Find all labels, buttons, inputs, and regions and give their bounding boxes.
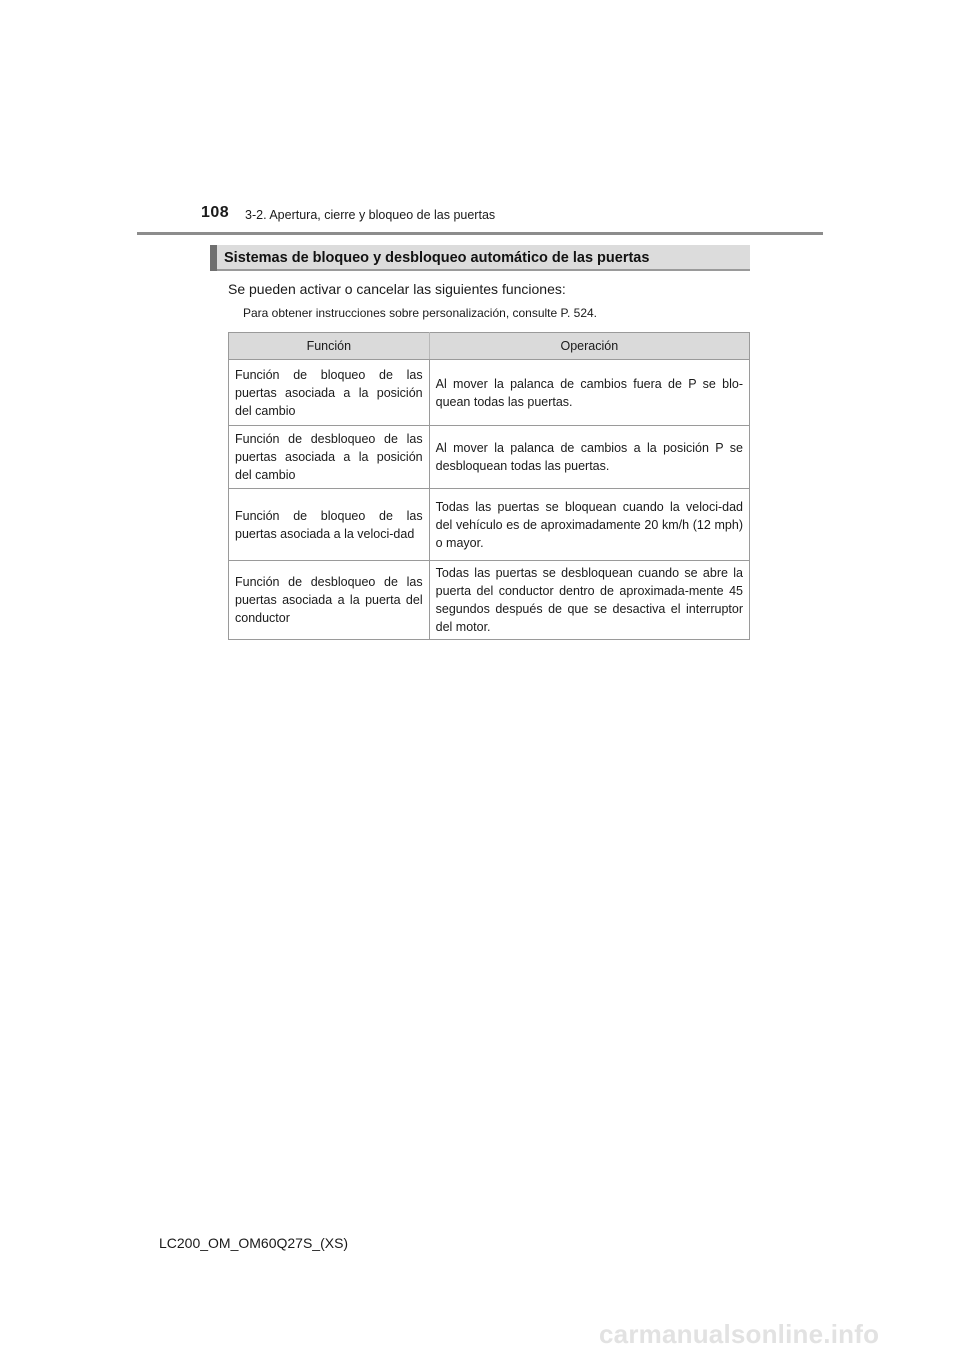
function-cell: Función de desbloqueo de las puertas asociada a la posición del cambio <box>229 426 430 489</box>
operation-cell: Al mover la palanca de cambios fuera de P se blo-quean todas las puertas. <box>429 360 749 426</box>
operation-cell: Todas las puertas se bloquean cuando la veloci-dad del vehículo es de aproximadamente 20 km/h (12 mph) o mayor. <box>429 489 749 561</box>
section-heading: Sistemas de bloqueo y desbloqueo automático de las puertas <box>224 250 650 266</box>
table-row <box>229 561 750 640</box>
document-code: LC200_OM_OM60Q27S_(XS) <box>159 1235 349 1251</box>
section-heading-box <box>210 245 750 271</box>
table-row <box>229 360 750 426</box>
table-row <box>229 489 750 561</box>
table-header-row <box>229 333 750 360</box>
header-divider <box>137 232 823 235</box>
column-header-function: Función <box>229 333 430 360</box>
function-cell: Función de bloqueo de las puertas asociada a la veloci-dad <box>229 489 430 561</box>
intro-text: Se pueden activar o cancelar las siguientes funciones: <box>228 281 566 297</box>
watermark-text: carmanualsonline.info <box>599 1319 880 1349</box>
heading-accent-bar <box>210 245 217 271</box>
column-header-operation: Operación <box>429 333 749 360</box>
table-row <box>229 426 750 489</box>
customization-note: Para obtener instrucciones sobre personalización, consulte P. 524. <box>243 306 597 320</box>
functions-table <box>228 332 750 640</box>
page-number: 108 <box>201 204 230 221</box>
function-cell: Función de bloqueo de las puertas asociada a la posición del cambio <box>229 360 430 426</box>
function-cell: Función de desbloqueo de las puertas asociada a la puerta del conductor <box>229 561 430 640</box>
section-header: 3-2. Apertura, cierre y bloqueo de las puertas <box>245 208 496 222</box>
operation-cell: Todas las puertas se desbloquean cuando se abre la puerta del conductor dentro de aproximada-mente 45 segundos después de que se desactiva el interruptor del motor. <box>429 561 749 640</box>
operation-cell: Al mover la palanca de cambios a la posición P se desbloquean todas las puertas. <box>429 426 749 489</box>
